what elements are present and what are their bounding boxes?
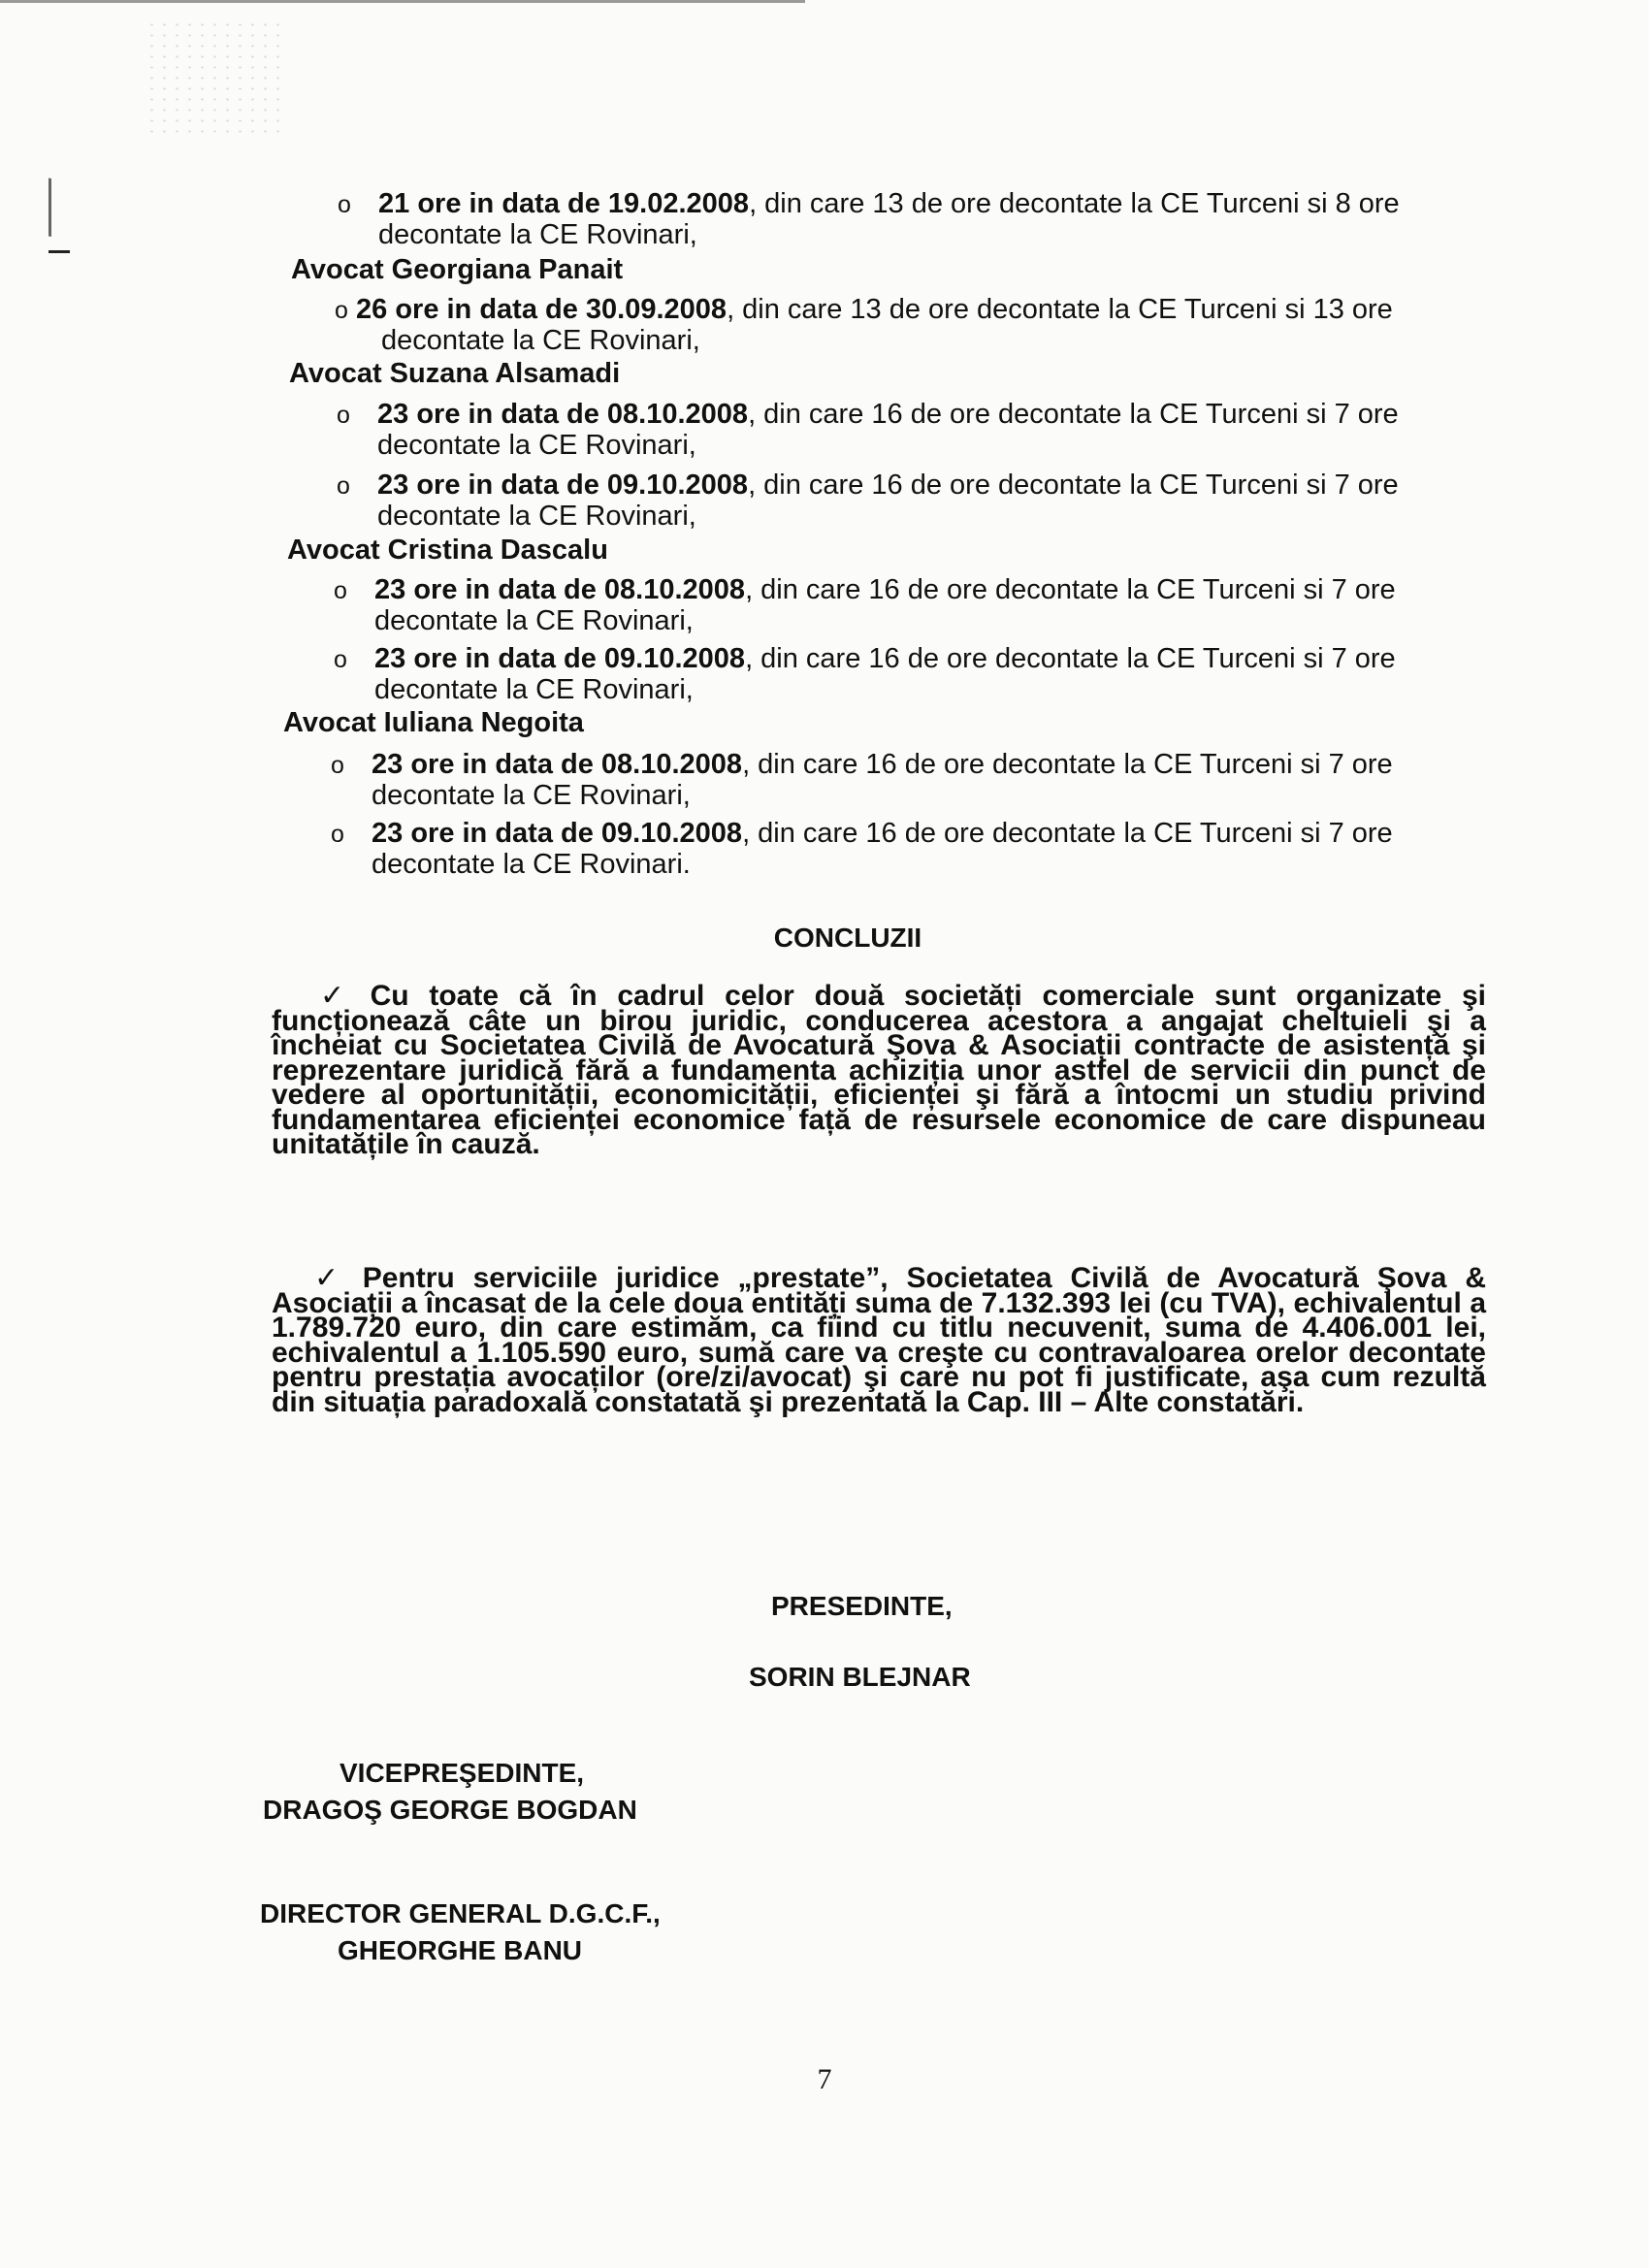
entry-hours-date: 23 ore in data de 08.10.2008	[374, 574, 746, 605]
hours-entry	[337, 470, 1399, 532]
page-number: 7	[817, 2063, 832, 2095]
checkmark-icon: ✓	[314, 1262, 349, 1294]
bullet-icon: o	[334, 646, 347, 673]
conclusion-paragraph-2	[272, 1262, 1486, 1418]
entry-hours-date: 23 ore in data de 09.10.2008	[374, 643, 746, 674]
entry-detail: , din care 16 de ore decontate la CE Turceni si 7 ore	[745, 574, 1396, 605]
director-title: DIRECTOR GENERAL D.G.C.F.,	[260, 1898, 661, 1928]
entry-continuation: decontate la CE Rovinari,	[374, 674, 694, 705]
hours-entry	[337, 400, 1399, 461]
entry-hours-date: 21 ore in data de 19.02.2008	[378, 188, 750, 219]
hours-entry	[331, 750, 1393, 811]
scan-noise-artifact	[146, 19, 281, 136]
entry-hours-date: 23 ore in data de 09.10.2008	[377, 470, 749, 501]
entry-continuation: decontate la CE Rovinari,	[378, 219, 697, 250]
president-title: PRESEDINTE,	[771, 1591, 953, 1621]
hours-entry	[338, 189, 1400, 250]
entry-continuation: decontate la CE Rovinari.	[372, 849, 691, 880]
bullet-icon: o	[334, 577, 347, 604]
bullet-icon: o	[338, 191, 351, 218]
entry-detail: , din care 13 de ore decontate la CE Turceni si 13 ore	[727, 294, 1393, 325]
entry-detail: , din care 16 de ore decontate la CE Turceni si 7 ore	[742, 818, 1393, 849]
entry-hours-date: 26 ore in data de 30.09.2008	[356, 294, 728, 325]
entry-detail: , din care 16 de ore decontate la CE Turceni si 7 ore	[748, 470, 1399, 501]
conclusion-paragraph-1	[272, 980, 1486, 1160]
bullet-icon: o	[331, 821, 344, 848]
vice-president-name: DRAGOŞ GEORGE BOGDAN	[263, 1795, 637, 1825]
hours-entry	[334, 575, 1396, 636]
entry-detail: , din care 16 de ore decontate la CE Turceni si 7 ore	[745, 643, 1396, 674]
bullet-icon: o	[337, 402, 350, 429]
lawyer-name: Avocat Iuliana Negoita	[283, 707, 584, 738]
scan-dash-artifact	[48, 250, 70, 253]
bullet-icon: o	[335, 297, 348, 324]
scan-edge-artifact	[0, 0, 805, 3]
entry-continuation: decontate la CE Rovinari,	[374, 605, 694, 636]
vice-president-title: VICEPREŞEDINTE,	[340, 1758, 585, 1788]
hours-entry	[331, 819, 1393, 880]
entry-continuation: decontate la CE Rovinari,	[381, 325, 700, 356]
president-name: SORIN BLEJNAR	[749, 1662, 971, 1692]
entry-detail: , din care 16 de ore decontate la CE Turceni si 7 ore	[742, 749, 1393, 780]
entry-continuation: decontate la CE Rovinari,	[372, 780, 691, 811]
director-name: GHEORGHE BANU	[338, 1935, 583, 1965]
hours-entry	[335, 295, 1393, 356]
scan-mark-artifact	[48, 178, 69, 240]
bullet-icon: o	[331, 752, 344, 779]
lawyer-name: Avocat Cristina Dascalu	[287, 535, 608, 566]
entry-hours-date: 23 ore in data de 09.10.2008	[372, 818, 743, 849]
conclusion-text-2: Pentru serviciile juridice „prestate”, Societatea Civilă de Avocatură Şova & Asociații a încasat de la cele doua entități suma de 7.132.393 lei (cu TVA), echivalentul a 1.789.720 euro, din care estimăm, ca fiind cu titlu necuvenit, suma de 4.406.001 lei, echivalentul a 1.105.590 euro, sumă care va creşte cu contravaloarea orelor decontate pentru prestația avocaților (ore/zi/avocat) şi care nu pot fi justificate, aşa cum rezultă din situația paradoxală constatată şi prezentată la Cap. III – Alte constatări.	[272, 1262, 1486, 1418]
entry-hours-date: 23 ore in data de 08.10.2008	[372, 749, 743, 780]
entry-hours-date: 23 ore in data de 08.10.2008	[377, 399, 749, 430]
entry-continuation: decontate la CE Rovinari,	[377, 501, 696, 532]
conclusion-text-1: Cu toate că în cadrul celor două societăți comerciale sunt organizate şi funcționează câte un birou juridic, conducerea acestora a angajat cheltuieli şi a încheiat cu Societatea Civilă de Avocatură Şova & Asociații contracte de asistență şi reprezentare juridică fără a fundamenta achiziția unor astfel de servicii din punct de vedere al oportunității, economicității, eficienței şi fără a întocmi un studiu privind fundamentarea eficienței economice față de resursele economice de care dispuneau unitatățile în cauză.	[272, 980, 1486, 1160]
lawyer-name: Avocat Suzana Alsamadi	[289, 358, 621, 389]
lawyer-name: Avocat Georgiana Panait	[291, 254, 624, 285]
checkmark-icon: ✓	[320, 980, 357, 1012]
conclusions-heading: CONCLUZII	[773, 923, 922, 953]
entry-detail: , din care 13 de ore decontate la CE Turceni si 8 ore	[749, 188, 1400, 219]
hours-entry	[334, 644, 1396, 705]
bullet-icon: o	[337, 472, 350, 500]
entry-continuation: decontate la CE Rovinari,	[377, 430, 696, 461]
entry-detail: , din care 16 de ore decontate la CE Turceni si 7 ore	[748, 399, 1399, 430]
